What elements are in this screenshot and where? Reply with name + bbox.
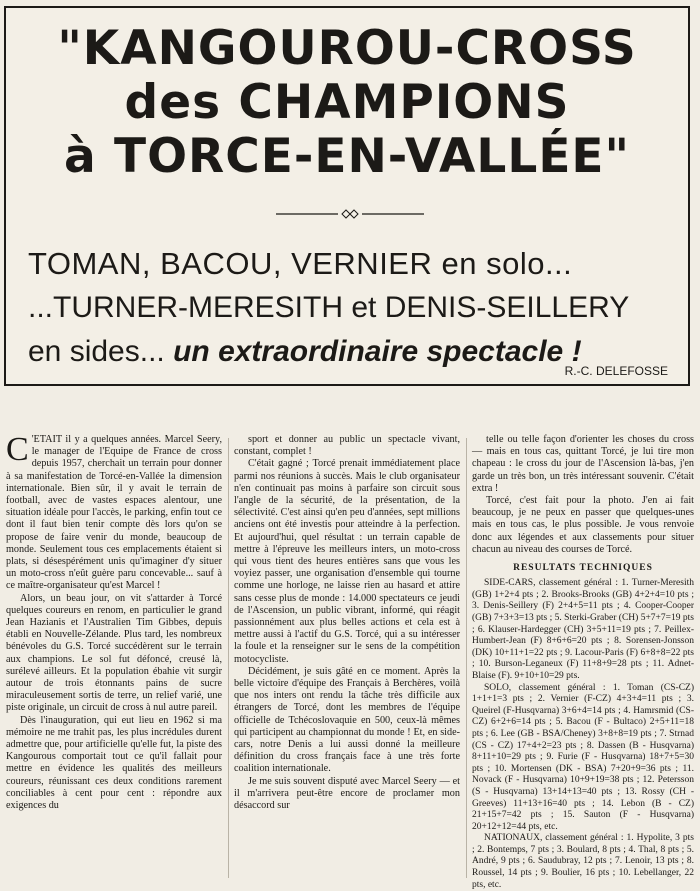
results-side-cars: SIDE-CARS, classement général : 1. Turner-Meresith (GB) 1+2+4 pts ; 2. Brooks-Brooks (GB) 4+2+4=10 pts ; 3. Denis-Seillery (F) 2+4+5=11 pts ; 4. Cooper-Cooper (GB) 7+3+3=13 pts ; 5. Sterki-Graber (CH) 5+7+7=19 pts ; 6. Klauser-Hardegger (CH) 3+5+11=19 pts ; 7. Peillex-Humbert-Jean (F) 8+6+6=20 pts ; 8. Sorensen-Jonsson (DK) 10+11+1=22 pts ; 9. Lacour-Paris (F) 6+8+8=22 pts ; 10. Burson-Leganeux (F) 11+8+9=28 pts ; 11. Adnet-Blaise (F). 9+10+10=29 pts.	[472, 578, 694, 681]
article-paragraph: Je me suis souvent disputé avec Marcel Seery — et il m'arrivera peut-être encore de proclamer mon désaccord sur	[234, 775, 460, 812]
column-rule	[228, 438, 229, 878]
drop-cap: C	[6, 431, 29, 468]
article-column-1	[6, 431, 222, 884]
subtitle-line-3-italic: un extraordinaire spectacle !	[173, 335, 582, 368]
results-solo: SOLO, classement général : 1. Toman (CS-CZ) 1+1+1=3 pts ; 2. Vernier (F-CZ) 4+3+4=11 pts ; 3. Queirel (F-Husqvarna) 3+6+4=14 pts ; 4. Hamrsmid (CS-CZ) 6+2+6=14 pts ; 5. Bacou (F - Bultaco) 2+5+11=18 pts ; 6. Lee (GB - BSA/Cheney) 3+8+8=19 pts ; 7. Strnad (CS - CZ) 17+4+2=23 pts ; 8. Dassen (B - Husqvarna) 8+11+10=29 pts ; 9. Furie (F - Husqvarna) 18+7+5=30 pts ; 10. Mortensen (DK - BSA) 7+20+9=36 pts ; 11. Novack (F - Husqvarna) 10+9+19=38 pts ; 12. Petersson (S - Husqvarna) 13+14+13=40 pts ; 13. Rossy (CH - Greeves) 11+13+16=40 pts ; 14. Lebon (B - CZ) 21+15+7=42 pts ; 15. Sauton (F - Husqvarna) 20+12+12=44 pts, etc.	[472, 682, 694, 832]
article-paragraph: Dès l'inauguration, qui eut lieu en 1962 si ma mémoire ne me trahit pas, les plus incrédules durent admettre que, pour artificielle qu'elle fut, la piste des Kangourous comportait tout ce qu'il fallait pour mettre en évidence les qualités des meilleurs coureurs, réunissant ces deux conditions rarement conciliables à cent pour cent : répondre aux exigences du	[6, 714, 222, 812]
subtitle-line-1: TOMAN, BACOU, VERNIER en solo...	[28, 246, 573, 281]
article-paragraph: sport et donner au public un spectacle vivant, constant, complet !	[234, 434, 460, 458]
paragraph-text: 'ETAIT il y a quelques années. Marcel Seery, le manager de l'Equipe de France de cross depuis 1957, cherchait un terrain pour donner à sa manifestation de Torcé-en-Vallée la dimension internationale. Bien sûr, il y avait le terrain de football, avec de vastes espaces alentour, une situation idéale pour l'accès, le parking, enfin tout ce dont il faut bien tenir compte dès lors qu'on se propose de faire venir du monde, beaucoup de monde. Seulement tous ces emplacements étaient si plats, si désespérément unis qu'imaginer d'y situer un moto-cross n'eût guère paru concevable... sauf à ce maître-organisateur qu'est Marcel !	[6, 434, 222, 592]
headline-subtitle	[28, 242, 678, 374]
results-heading: RESULTATS TECHNIQUES	[513, 563, 653, 574]
results-nationaux: NATIONAUX, classement général : 1. Hypolite, 3 pts ; 2. Bontemps, 7 pts ; 3. Boulard, 8 pts ; 4. Thal, 8 pts ; 5. André, 9 pts ; 6. Saudubray, 12 pts ; 7. Lenoir, 13 pts ; 8. Roussel, 14 pts ; 9. Boulier, 16 pts ; 10. Lebellanger, 22 pts, etc.	[472, 833, 694, 890]
article-paragraph: telle ou telle façon d'orienter les choses du cross — mais en tous cas, quittant Torcé, je lui tire mon chapeau : le cross du jour de l'Ascension là-bas, j'en garde un très bon, un très intéressant souvenir. C'était extra !	[472, 434, 694, 494]
article-column-3	[472, 434, 694, 890]
divider-ornament	[276, 208, 424, 220]
column-rule	[466, 438, 467, 878]
article-column-2	[234, 434, 460, 884]
headline-title	[6, 22, 688, 184]
article-paragraph: Alors, un beau jour, on vit s'attarder à Torcé quelques coureurs en renom, en particulier le grand Jean Hazianis et l'Australien Tim Gibbes, depuis établi en Nouvelle-Zélande. Plus tard, les nombreux bénévoles du G.S. Torcé succédèrent sur le terrain aux champions. Le sol fut défoncé, creusé là, surélevé ailleurs. Et la population ébahie vit surgir autour de trois étonnants pains de sucre miraculeusement sortis de terre, un relief varié, une piste originale, un circuit de cross à nul autre pareil.	[6, 592, 222, 714]
subtitle-line-3-plain: en sides...	[28, 335, 174, 368]
title-line-2: des CHAMPIONS	[124, 75, 570, 130]
title-line-1: "KANGOUROU-CROSS	[57, 21, 637, 76]
article-paragraph: C'était gagné ; Torcé prenait immédiatement place parmi nos réunions à succès. Mais le club organisateur n'en continuait pas moins à parfaire son circuit sous l'angle de la sécurité, de la présentation, de la sélectivité. C'est ainsi qu'en peu d'années, sept millions anciens ont été investis pour atteindre à la perfection. Et aujourd'hui, quel résultat : un terrain capable de mettre à l'épreuve les meilleurs inters, un moto-cross qui vous tient des heures entières sans que vous les voyiez passer, une organisation d'ensemble qui tourne comme une horloge, ne laisse rien au hasard et attire sans cesse plus de monde : 14.000 spectateurs ce jeudi de l'Ascension, un public vibrant, informé, qui réagit passionnément aux plus belles actions et cela est à mettre aussi à l'actif du G.S. Torcé, qui a su intéresser la foule et la renseigner sur le sens de la compétition motocycliste.	[234, 458, 460, 665]
subtitle-line-2: ...TURNER-MERESITH et DENIS-SEILLERY	[28, 291, 630, 324]
byline: R.-C. DELEFOSSE	[564, 364, 668, 378]
article-paragraph	[6, 431, 222, 593]
results-block	[472, 578, 694, 891]
article-paragraph: Torcé, c'est fait pour la photo. J'en ai fait beaucoup, je ne peux en passer que quelques-unes mais en tous cas, le plus possible. Je vous renvoie donc aux légendes et aux classements pour situer chacun au niveau des courses de Torcé.	[472, 495, 694, 555]
article-paragraph: Décidément, je suis gâté en ce moment. Après la belle victoire d'équipe des Français à Berchères, voilà que nos inters ont rendu la tâche très difficile aux étrangers de Torcé, dont les membres de l'équipe officielle de Tchécoslovaquie en 500, ceux-là mêmes qui participent au championnat du monde ! Et, en side-cars, notre Denis a lui aussi donné la meilleure définition du cross français face à une très forte coalition internationale.	[234, 665, 460, 775]
headline-box	[4, 6, 690, 386]
title-line-3: à TORCE-EN-VALLÉE"	[63, 129, 631, 184]
